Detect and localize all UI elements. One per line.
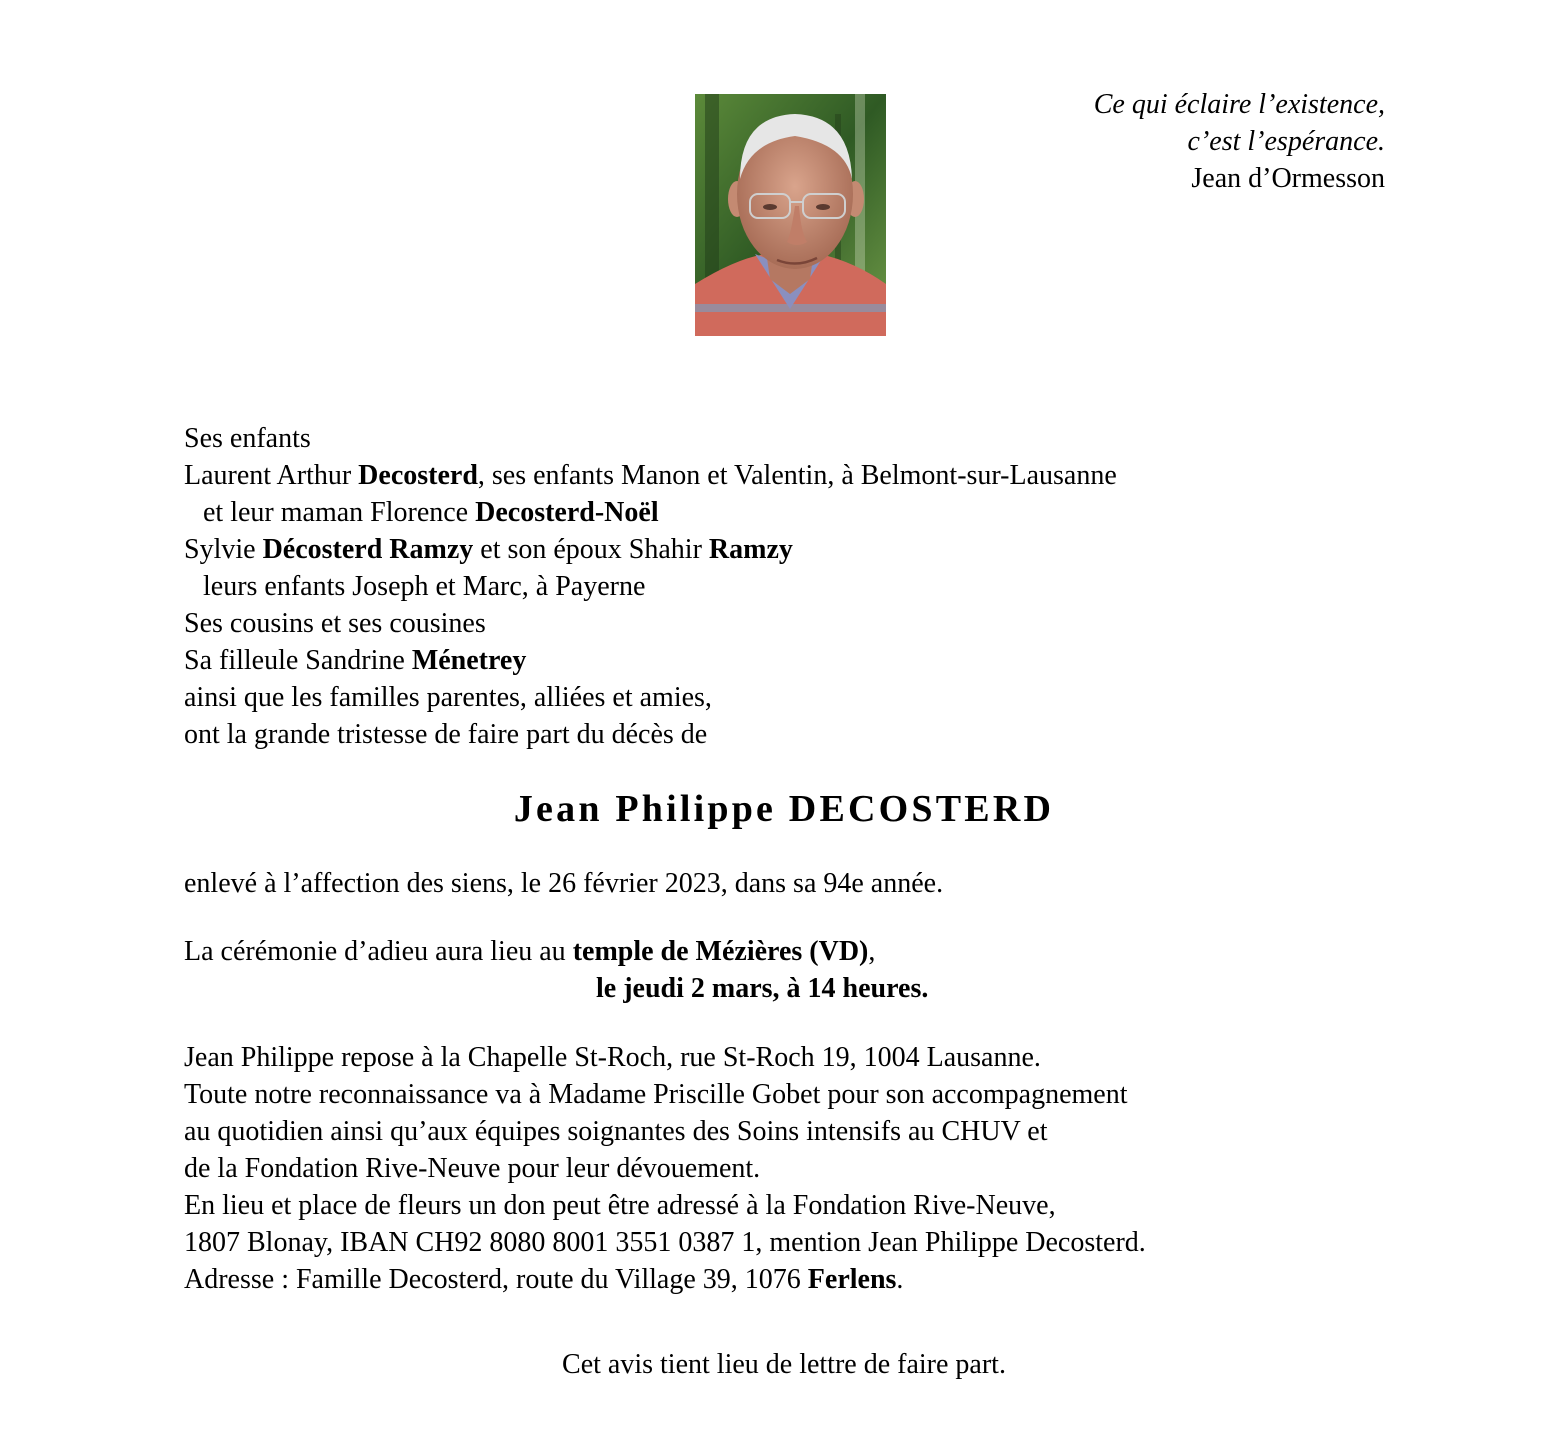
- family-member-laurent: [184, 457, 1384, 494]
- info-line-5: En lieu et place de fleurs un don peut être adressé à la Fondation Rive-Neuve,: [184, 1190, 1056, 1221]
- info-line-2: Toute notre reconnaissance va à Madame Priscille Gobet pour son accompagnement: [184, 1079, 1128, 1110]
- text: Sa filleule Sandrine: [184, 645, 412, 676]
- portrait-illustration: [695, 94, 886, 336]
- footer-note: Cet avis tient lieu de lettre de faire part.: [562, 1349, 1006, 1380]
- info-line-1: Jean Philippe repose à la Chapelle St-Roch, rue St-Roch 19, 1004 Lausanne.: [184, 1042, 1041, 1073]
- family-intro: Ses enfants: [184, 423, 311, 454]
- surname: Decosterd: [358, 460, 478, 491]
- family-others: ainsi que les familles parentes, alliées et amies,: [184, 682, 712, 713]
- text: .: [896, 1264, 904, 1295]
- family-cousins: Ses cousins et ses cousines: [184, 608, 486, 639]
- portrait-photo: [695, 94, 886, 336]
- text: Adresse : Famille Decosterd, route du Village 39, 1076: [184, 1264, 808, 1295]
- text: , ses enfants Manon et Valentin, à Belmont-sur-Lausanne: [477, 460, 1117, 491]
- additional-info: [184, 1039, 1384, 1298]
- death-date-line: enlevé à l’affection des siens, le 26 février 2023, dans sa 94e année.: [184, 868, 944, 899]
- surname: Decosterd-Noël: [475, 497, 659, 528]
- announcement-line: ont la grande tristesse de faire part du décès de: [184, 719, 708, 750]
- info-line-6: 1807 Blonay, IBAN CH92 8080 8001 3551 0387 1, mention Jean Philippe Decosterd.: [184, 1227, 1146, 1258]
- family-member-sylvie: [184, 531, 1384, 568]
- text: et son époux Shahir: [473, 534, 709, 565]
- epigraph-quote: [1094, 86, 1385, 197]
- text: ,: [868, 936, 876, 967]
- address-line: [184, 1261, 1384, 1298]
- ceremony-place-line: [184, 933, 1384, 970]
- ceremony-place: temple de Mézières (VD): [572, 936, 869, 967]
- address-town: Ferlens: [807, 1264, 897, 1295]
- info-line-4: de la Fondation Rive-Neuve pour leur dévouement.: [184, 1153, 761, 1184]
- family-member-sylvie-children: leurs enfants Joseph et Marc, à Payerne: [203, 571, 646, 602]
- ceremony-time: le jeudi 2 mars, à 14 heures.: [596, 973, 929, 1004]
- family-member-florence: [184, 494, 1384, 531]
- family-list: [184, 420, 1384, 753]
- surname: Ménetrey: [411, 645, 527, 676]
- surname: Décosterd Ramzy: [262, 534, 474, 565]
- text: et leur maman Florence: [203, 497, 476, 528]
- family-member-filleule: [184, 642, 1384, 679]
- text: La cérémonie d’adieu aura lieu au: [184, 936, 573, 967]
- surname: Ramzy: [708, 534, 793, 565]
- quote-line-1: Ce qui éclaire l’existence,: [1093, 89, 1385, 120]
- info-line-3: au quotidien ainsi qu’aux équipes soignantes des Soins intensifs au CHUV et: [184, 1116, 1048, 1147]
- text: Laurent Arthur: [184, 460, 359, 491]
- deceased-name: Jean Philippe DECOSTERD: [513, 788, 1055, 830]
- quote-line-2: c’est l’espérance.: [1187, 126, 1385, 157]
- text: Sylvie: [184, 534, 263, 565]
- quote-author: Jean d’Ormesson: [1191, 163, 1385, 194]
- ceremony-info: [184, 933, 1384, 1007]
